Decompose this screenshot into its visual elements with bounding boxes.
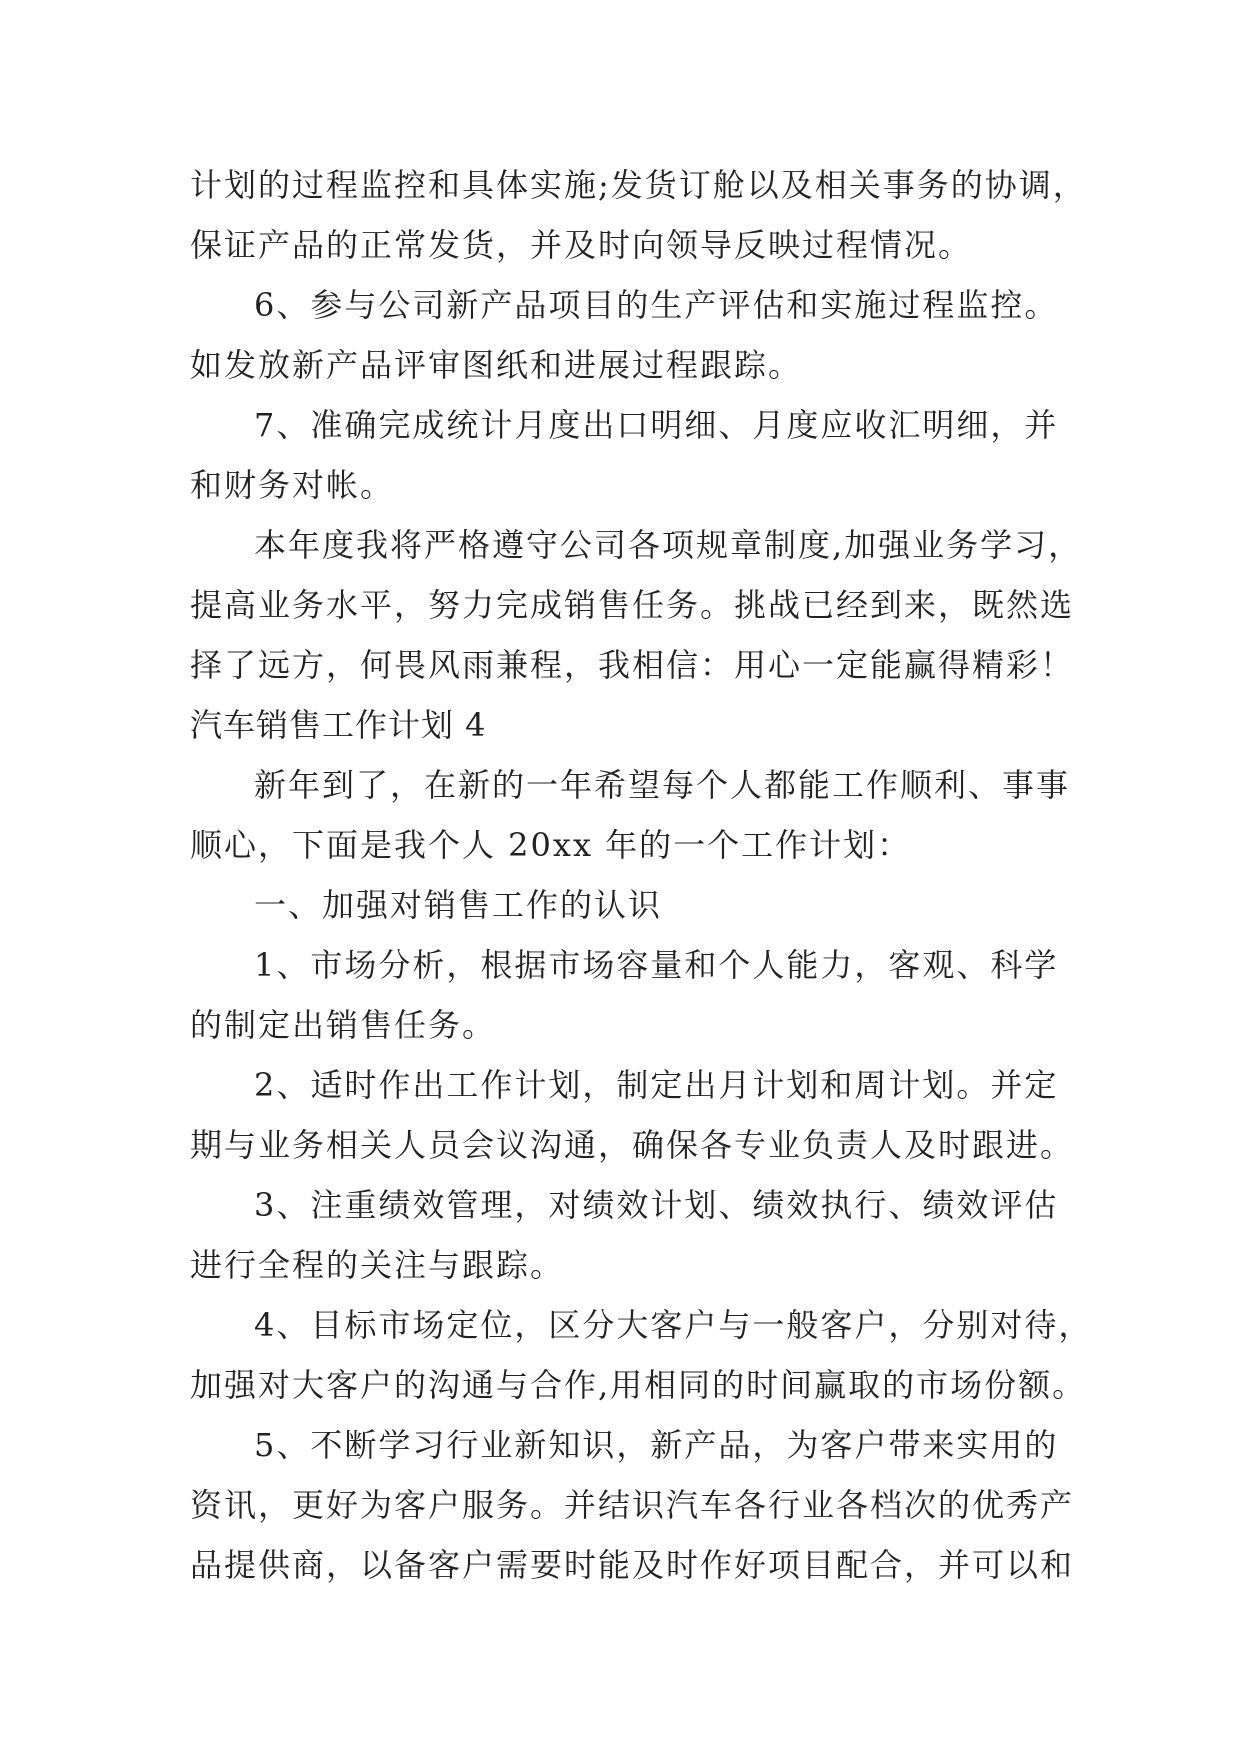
text-line: 本年度我将严格遵守公司各项规章制度,加强业务学习， <box>254 526 1083 564</box>
text-line: 如发放新产品评审图纸和进展过程跟踪。 <box>190 346 803 384</box>
text-line: 和财务对帐。 <box>190 466 395 504</box>
text-line: 2、适时作出工作计划，制定出月计划和周计划。并定 <box>254 1066 1059 1104</box>
subsection-heading: 一、加强对销售工作的认识 <box>254 886 663 924</box>
text-line: 5、不断学习行业新知识，新产品，为客户带来实用的 <box>254 1426 1059 1464</box>
text-line: 6、参与公司新产品项目的生产评估和实施过程监控。 <box>254 286 1059 324</box>
text-line: 提高业务水平，努力完成销售任务。挑战已经到来，既然选 <box>190 586 1075 624</box>
text-line: 1、市场分析，根据市场容量和个人能力，客观、科学 <box>254 946 1059 984</box>
text-line: 7、准确完成统计月度出口明细、月度应收汇明细，并 <box>254 406 1059 444</box>
text-line: 计划的过程监控和具体实施;发货订舱以及相关事务的协调， <box>190 166 1087 204</box>
text-line: 的制定出销售任务。 <box>190 1006 497 1044</box>
text-line: 4、目标市场定位，区分大客户与一般客户，分别对待， <box>254 1306 1093 1344</box>
text-line: 3、注重绩效管理，对绩效计划、绩效执行、绩效评估 <box>254 1186 1059 1224</box>
text-line: 新年到了，在新的一年希望每个人都能工作顺利、事事 <box>254 766 1071 804</box>
text-line: 期与业务相关人员会议沟通，确保各专业负责人及时跟进。 <box>190 1126 1075 1164</box>
text-line: 资讯，更好为客户服务。并结识汽车各行业各档次的优秀产 <box>190 1486 1075 1524</box>
text-line: 顺心，下面是我个人 20xx 年的一个工作计划： <box>190 826 912 864</box>
text-line: 保证产品的正常发货，并及时向领导反映过程情况。 <box>190 226 973 264</box>
text-line: 品提供商，以备客户需要时能及时作好项目配合，并可以和 <box>190 1546 1075 1584</box>
text-line: 进行全程的关注与跟踪。 <box>190 1246 565 1284</box>
text-line: 加强对大客户的沟通与合作,用相同的时间赢取的市场份额。 <box>190 1366 1087 1404</box>
text-line: 择了远方，何畏风雨兼程，我相信：用心一定能赢得精彩！ <box>190 646 1075 684</box>
section-heading: 汽车销售工作计划 4 <box>190 706 487 744</box>
document-body <box>190 155 1093 1595</box>
